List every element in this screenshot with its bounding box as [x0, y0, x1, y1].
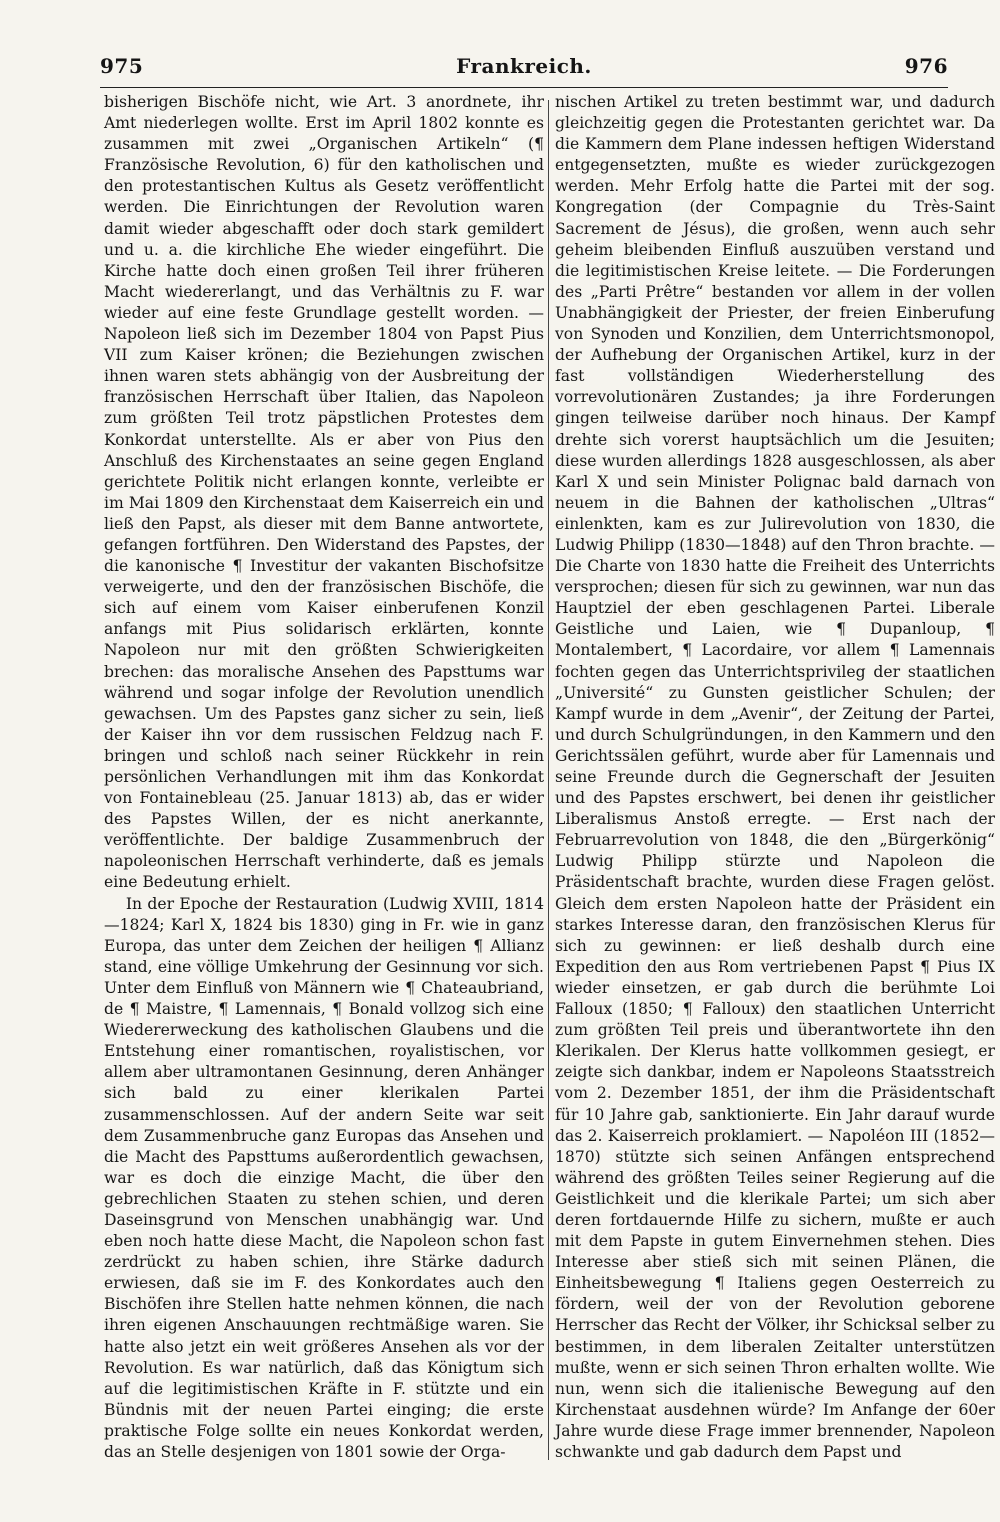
paragraph: nischen Artikel zu treten bestimmt war, und dadurch gleichzeitig gegen die Protestanten gerichtet war. Da die Kammern dem Plane indessen heftigen Widerstand entgegensetzten, mußte es wieder zurückgezogen werden. Mehr Erfolg hatte die Partei mit der sog. Kongregation (der Compagnie du Très-Saint Sacrement de Jésus), die großen, wenn auch sehr geheim bleibenden Einfluß auszuüben verstand und die legitimistischen Kreise leitete. — Die Forderungen des „Parti Prêtre“ bestanden vor allem in der vollen Unabhängigkeit der Priester, der freien Einberufung von Synoden und Konzilien, dem Unterrichtsmonopol, der Aufhebung der Organischen Artikel, kurz in der fast vollständigen Wiederherstellung des vorrevolutionären Zustandes; ja ihre Forderungen gingen teilweise darüber noch hinaus. Der Kampf drehte sich vorerst hauptsächlich um die Jesuiten; diese wurden allerdings 1828 ausgeschlossen, als aber Karl X und sein Minister Polignac bald darnach von neuem in die Bahnen der katholischen „Ultras“ einlenkten, kam es zur Julirevolution von 1830, die Ludwig Philipp (1830—1848) auf den Thron brachte. — Die Charte von 1830 hatte die Freiheit des Unterrichts versprochen; diesen für sich zu gewinnen, war nun das Hauptziel der eben geschlagenen Partei. Liberale Geistliche und Laien, wie ¶ Dupanloup, ¶ Montalembert, ¶ Lacordaire, vor allem ¶ Lamennais fochten gegen das Unterrichtsprivileg der staatlichen „Université“ zu Gunsten geistlicher Schulen; der Kampf wurde in dem „Avenir“, der Zeitung der Partei, und durch Schulgründungen, in den Kammern und den Gerichtssälen geführt, wurde aber für Lamennais und seine Freunde durch die Gegnerschaft der Jesuiten und des Papstes erschwert, bei denen ihr geistlicher Liberalismus Anstoß erregte. — Erst nach der Februarrevolution von 1848, die den „Bürgerkönig“ Ludwig Philipp stürzte und Napoleon die Präsidentschaft brachte, wurden diese Fragen gelöst. Gleich dem ersten Napoleon hatte der Präsident ein starkes Interesse daran, den französischen Klerus für sich zu gewinnen: er ließ deshalb durch eine Expedition den aus Rom vertriebenen Papst ¶ Pius IX wieder einsetzen, er gab durch die berühmte Loi Falloux (1850; ¶ Falloux) den staatlichen Unterricht zum größten Teil preis und überantwortete ihn den Klerikalen. Der Klerus hatte vollkommen gesiegt, er zeigte sich dankbar, indem er Napoleons Staatsstreich vom 2. Dezember 1851, der ihm die Präsidentschaft für 10 Jahre gab, sanktionierte. Ein Jahr darauf wurde das 2. Kaiserreich proklamiert. — Napoléon III (1852—1870) stützte sich seinen Anfängen entsprechend während des größten Teiles seiner Regierung auf die Geistlichkeit und die klerikale Partei; um sich aber deren fortdauernde Hilfe zu sichern, mußte er auch mit dem Papste in gutem Einvernehmen stehen. Dies Interesse aber stieß sich mit seinen Plänen, die Einheitsbewegung ¶ Italiens gegen Oesterreich zu fördern, weil der von der Revolution geborene Herrscher das Recht der Völker, ihr Schicksal selber zu bestimmen, in dem liberalen Zeitalter unterstützen mußte, wenn er sich seinen Thron erhalten wollte. Wie nun, wenn sich die italienische Bewegung auf den Kirchenstaat ausdehnen würde? Im Anfange der 60er Jahre wurde diese Frage immer brennender, Napoleon schwankte und gab dadurch dem Papst und: [555, 93, 995, 1461]
paragraph: bisherigen Bischöfe nicht, wie Art. 3 anordnete, ihr Amt niederlegen wollte. Erst im April 1802 konnte es zusammen mit zwei „Organischen Artikeln“ (¶ Französische Revolution, 6) für den katholischen und den protestantischen Kultus als Gesetz veröffentlicht werden. Die Einrichtungen der Revolution waren damit wieder abgeschafft oder doch stark gemildert und u. a. die kirchliche Ehe wieder eingeführt. Die Kirche hatte doch einen großen Teil ihrer früheren Macht wiedererlangt, und das Verhältnis zu F. war wieder auf eine feste Grundlage gestellt worden. — Napoleon ließ sich im Dezember 1804 von Papst Pius VII zum Kaiser krönen; die Beziehungen zwischen ihnen waren stets abhängig von der Ausbreitung der französischen Herrschaft über Italien, das Napoleon zum größten Teil trotz päpstlichen Protestes dem Konkordat unterstellte. Als er aber von Pius den Anschluß des Kirchenstaates an seine gegen England gerichtete Politik nicht erlangen konnte, verleibte er im Mai 1809 den Kirchenstaat dem Kaiserreich ein und ließ den Papst, als dieser mit dem Banne antwortete, gefangen fortführen. Den Widerstand des Papstes, der die kanonische ¶ Investitur der vakanten Bischofsitze verweigerte, und den der französischen Bischöfe, die sich auf einem vom Kaiser einberufenen Konzil anfangs mit Pius solidarisch erklärten, konnte Napoleon nur mit den größten Schwierigkeiten brechen: das moralische Ansehen des Papsttums war während und sogar infolge der Revolution unendlich gewachsen. Um des Papstes ganz sicher zu sein, ließ der Kaiser ihn vor dem russischen Feldzug nach F. bringen und schloß nach seiner Rückkehr in rein persönlichen Verhandlungen mit ihm das Konkordat von Fontainebleau (25. Januar 1813) ab, das er wider des Papstes Willen, der es nicht anerkannte, veröffentlichte. Der baldige Zusammenbruch der napoleonischen Herrschaft verhinderte, daß es jemals eine Bedeutung erhielt.: [104, 93, 544, 892]
page-number-left: 975: [100, 54, 144, 78]
running-title: Frankreich.: [456, 54, 592, 78]
page-number-right: 976: [904, 54, 948, 78]
header-rule: [100, 87, 948, 88]
paragraph: In der Epoche der Restauration (Ludwig XVIII, 1814—1824; Karl X, 1824 bis 1830) ging in Fr. wie in ganz Europa, das unter dem Zeichen der heiligen ¶ Allianz stand, eine völlige Umkehrung der Gesinnung vor sich. Unter dem Einfluß von Männern wie ¶ Chateaubriand, de ¶ Maistre, ¶ Lamennais, ¶ Bonald vollzog sich eine Wiedererweckung des katholischen Glaubens und die Entstehung einer romantischen, royalistischen, vor allem aber ultramontanen Gesinnung, deren Anhänger sich bald zu einer klerikalen Partei zusammenschlossen. Auf der andern Seite war seit dem Zusammenbruche ganz Europas das Ansehen und die Macht des Papsttums außerordentlich gewachsen, war es doch die einzige Macht, die über den gebrechlichen Staaten zu stehen schien, und deren Daseinsgrund von Menschen unabhängig war. Und eben noch hatte diese Macht, die Napoleon schon fast zerdrückt zu haben schien, ihre Stärke dadurch erwiesen, daß sie im F. des Konkordates auch den Bischöfen ihre Stellen hatte nehmen können, die nach ihren eigenen Anschauungen rechtmäßige waren. Sie hatte also jetzt ein weit größeres Ansehen als vor der Revolution. Es war natürlich, daß das Königtum sich auf die legitimistischen Kräfte in F. stützte und ein Bündnis mit der neuen Partei einging; die erste praktische Folge sollte ein neues Konkordat werden, das an Stelle desjenigen von 1801 sowie der Orga-: [104, 894, 544, 1461]
right-column: [555, 92, 995, 1463]
page-header: [100, 54, 948, 94]
column-divider: [548, 100, 549, 1460]
left-column: [104, 92, 544, 1463]
